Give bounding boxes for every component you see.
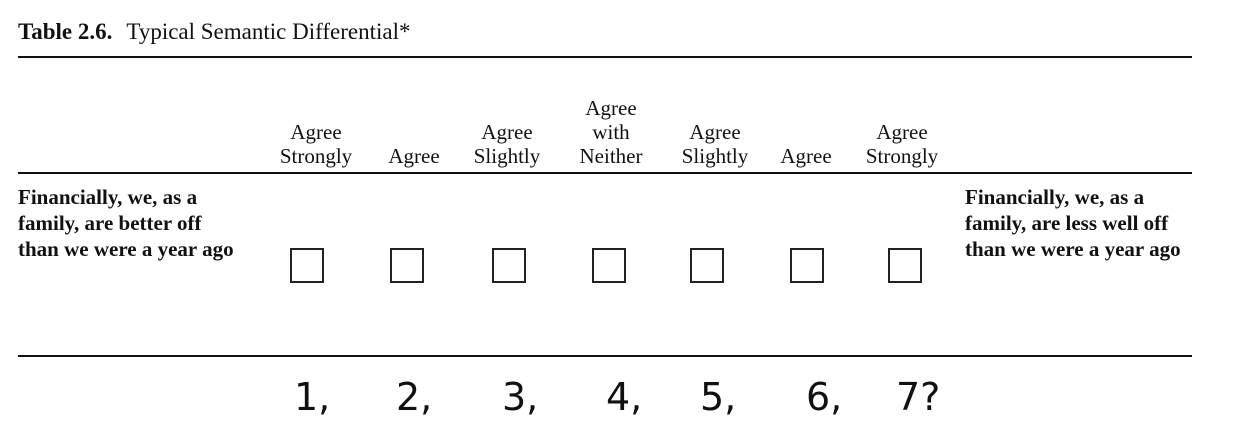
scale-number-1: 1, <box>294 375 331 419</box>
table-title: Typical Semantic Differential* <box>126 19 411 44</box>
scale-number-5: 5, <box>700 375 737 419</box>
top-rule <box>18 56 1192 58</box>
rating-checkbox-7[interactable] <box>888 248 922 283</box>
rating-checkbox-1[interactable] <box>290 248 324 283</box>
rating-checkbox-6[interactable] <box>790 248 824 283</box>
scale-number-3: 3, <box>502 375 539 419</box>
column-header-5: Agree Slightly <box>681 120 749 168</box>
rating-checkbox-4[interactable] <box>592 248 626 283</box>
rating-checkbox-2[interactable] <box>390 248 424 283</box>
column-header-7: Agree Strongly <box>865 120 939 168</box>
rating-checkbox-5[interactable] <box>690 248 724 283</box>
left-anchor-statement: Financially, we, as a family, are better off than we were a year ago <box>18 185 234 261</box>
table-label: Table 2.6. <box>18 19 113 44</box>
bottom-rule <box>18 355 1192 357</box>
right-anchor-statement: Financially, we, as a family, are less well off than we were a year ago <box>965 185 1181 261</box>
column-header-4: Agree with Neither <box>579 96 643 168</box>
rating-checkbox-3[interactable] <box>492 248 526 283</box>
scale-number-4: 4, <box>606 375 643 419</box>
table-caption <box>18 18 410 46</box>
column-header-1: Agree Strongly <box>279 120 353 168</box>
scale-number-6: 6, <box>806 375 843 419</box>
column-header-6: Agree <box>780 144 832 168</box>
column-header-2: Agree <box>388 144 440 168</box>
scale-number-2: 2, <box>396 375 433 419</box>
column-header-3: Agree Slightly <box>473 120 541 168</box>
header-rule <box>18 172 1192 174</box>
scale-number-7: 7? <box>896 375 941 419</box>
